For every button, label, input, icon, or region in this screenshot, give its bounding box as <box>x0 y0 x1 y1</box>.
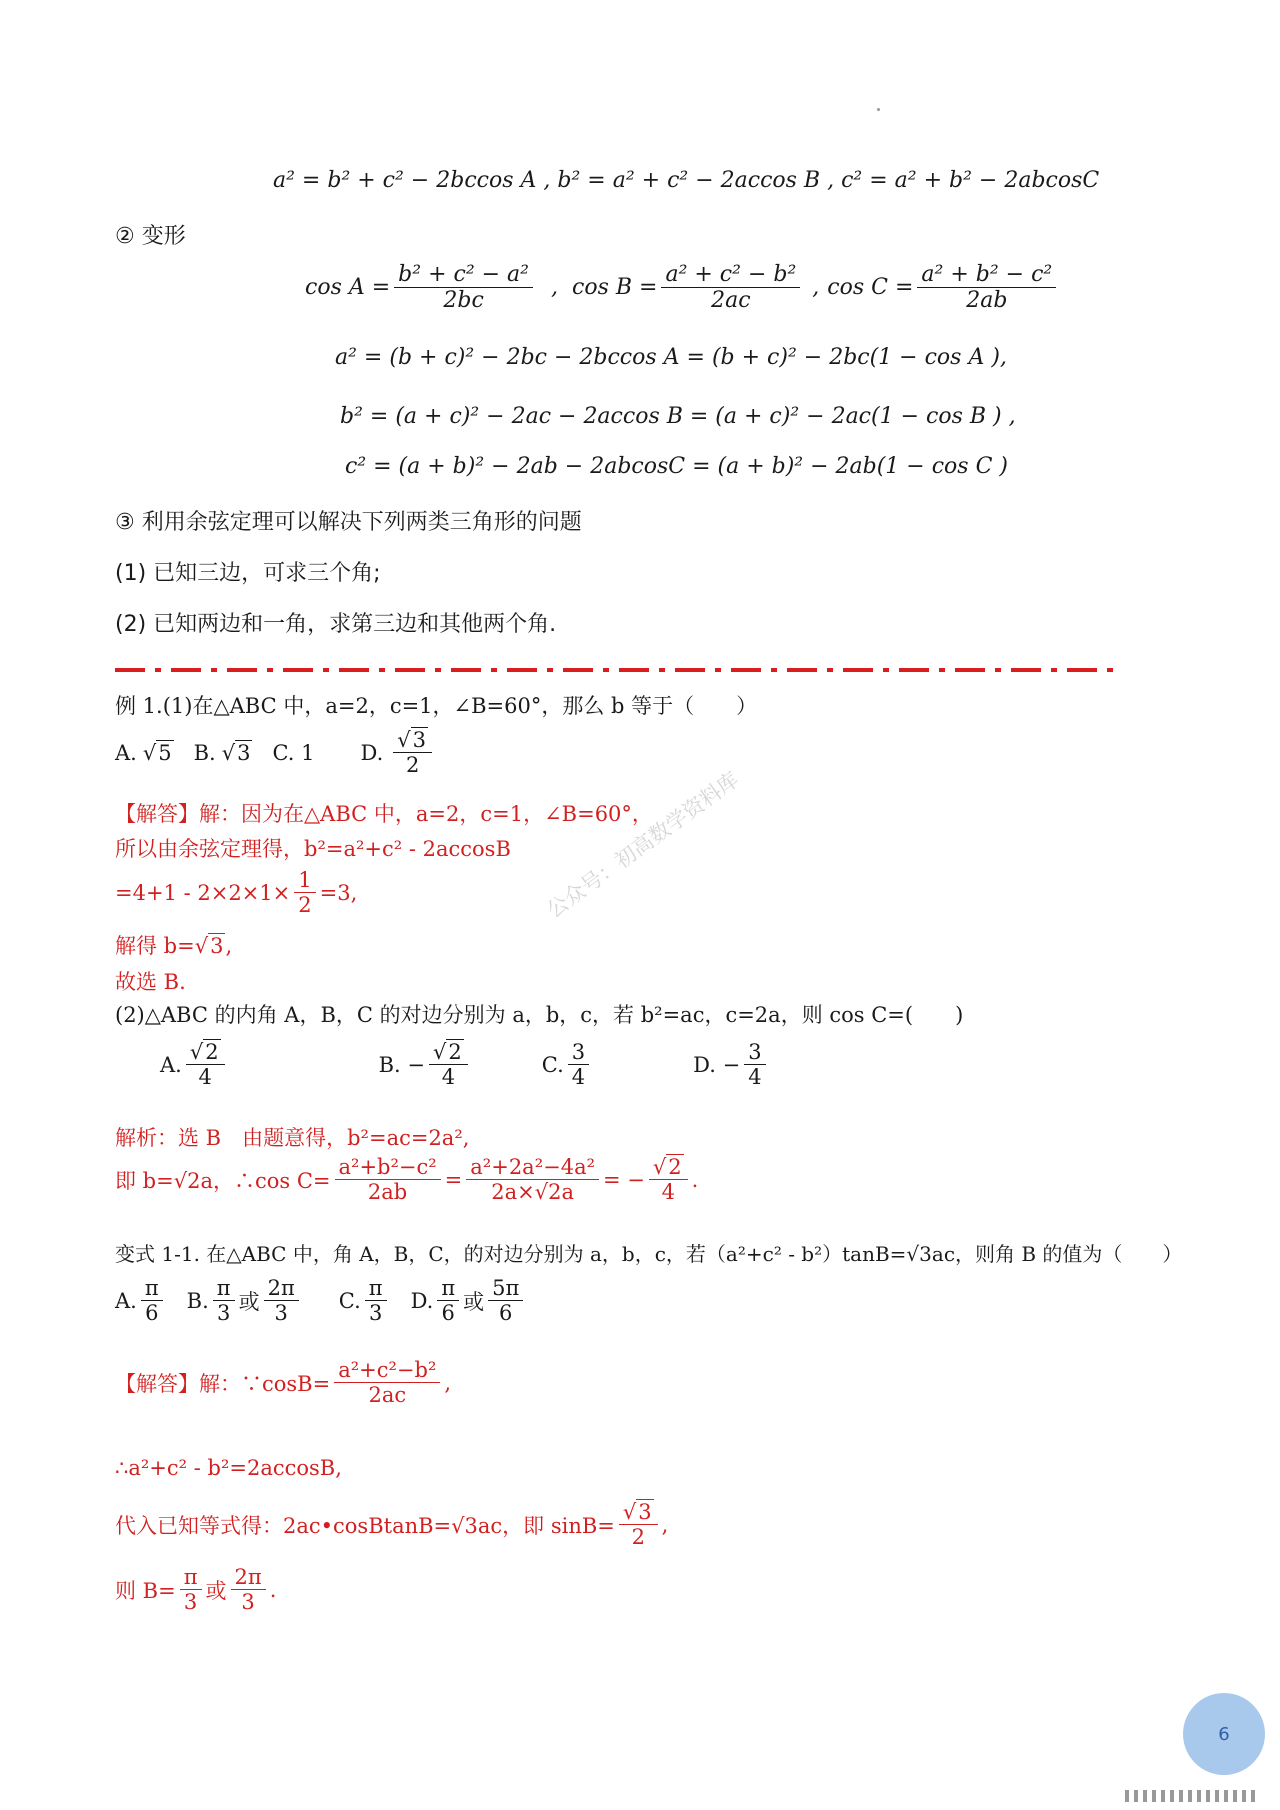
example1-solution-2: 所以由余弦定理得，b²=a²+c² - 2accosB <box>115 837 511 861</box>
part2-analysis-2: 即 b=√2a，∴cos C= $\frac{\text{a²+b²−c²}}{2ab}$ = $\frac{\text{a²+2a²−4a²}}{2a\times√2a}$ = − $\frac{√2}{4}$ . <box>115 1155 699 1205</box>
option-d: D. <box>360 740 384 765</box>
v-option-c: C. <box>338 1288 361 1313</box>
p2-option-b: B. − <box>378 1052 425 1077</box>
example1-solution-3: =4+1 - 2×2×1× $\frac{1}{2}$ =3, <box>115 868 358 918</box>
example1-solution-4: 解得 b=√3, <box>115 934 233 958</box>
cos-formulas: cos A = $\frac{\text{b² + c² − a²}}{2bc}$ , cos B = $\frac{\text{a² + c² − b²}}{2ac}$ , cos C = $\frac{\text{a² + b² − c²}}{2ab}$ <box>305 262 1060 314</box>
solution3-prefix: =4+1 - 2×2×1× <box>115 880 291 905</box>
solution4-prefix: 解得 b= <box>115 934 195 958</box>
example1-title: 例 1.(1)在△ABC 中，a=2，c=1，∠B=60°，那么 b 等于（ ） <box>115 694 758 718</box>
vsol4-prefix: 则 B= <box>115 1578 176 1603</box>
p2-option-a: A. <box>160 1052 182 1077</box>
v-or-1: 或 <box>238 1289 260 1314</box>
item2-label: ② 变形 <box>115 224 186 249</box>
cosine-law-a: a² = b² + c² − 2bccos A <box>273 168 537 193</box>
variant-options: A. $\frac{\pi}{6}$ B. $\frac{\pi}{3}$ 或 $\frac{2\pi}{3}$ C. $\frac{\pi}{3}$ D. $\frac{\pi}{6}$ 或 $\frac{5\pi}{6}$ <box>115 1276 527 1325</box>
cosine-law-b: b² = a² + c² − 2accos B <box>557 168 821 193</box>
option-a: A. <box>115 740 137 765</box>
item3-text: ③ 利用余弦定理可以解决下列两类三角形的问题 <box>115 510 582 535</box>
v-or-3: 或 <box>205 1578 227 1603</box>
example1-options: A. √5 B. √3 C. 1 D. $\frac{√3}{2}$ <box>115 728 436 777</box>
option-c: C. 1 <box>272 740 315 765</box>
example1-part2-title: (2)△ABC 的内角 A，B，C 的对边分别为 a，b，c，若 b²=ac，c=2a，则 cos C=( ) <box>115 1003 964 1027</box>
variant-solution-1: 【解答】解：∵cosB= $\frac{\text{a²+c²−b²}}{2ac}$ , <box>115 1358 452 1408</box>
p2-option-c: C. <box>541 1052 564 1077</box>
deform-a: a² = (b + c)² − 2bc − 2bccos A = (b + c)² − 2bc(1 − cos A ), <box>335 345 1007 370</box>
cosine-law-c: c² = a² + b² − 2abcosC <box>841 168 1100 193</box>
solution3-suffix: =3, <box>319 880 358 905</box>
option-b: B. <box>193 740 216 765</box>
variant-title: 变式 1-1. 在△ABC 中，角 A，B，C，的对边分别为 a，b，c，若（a²+c² - b²）tanB=√3ac，则角 B 的值为（ ） <box>115 1242 1183 1266</box>
case2-text: (2) 已知两边和一角，求第三边和其他两个角. <box>115 612 557 637</box>
v-option-b: B. <box>186 1288 209 1313</box>
cosine-law-line: a² = b² + c² − 2bccos A , b² = a² + c² − 2accos B , c² = a² + b² − 2abcosC <box>273 168 1100 193</box>
p2-option-d: D. − <box>693 1052 741 1077</box>
footer-barcode <box>1125 1790 1255 1802</box>
variant-solution-4: 则 B= $\frac{\pi}{3}$ 或 $\frac{2\pi}{3}$ . <box>115 1565 277 1615</box>
stray-dot <box>877 108 880 111</box>
vsol3-prefix: 代入已知等式得：2ac•cosBtanB=√3ac，即 sinB= <box>115 1513 615 1538</box>
part2-options: A. $\frac{√2}{4}$ B. − $\frac{√2}{4}$ C. $\frac{3}{4}$ D. − $\frac{3}{4}$ <box>160 1040 770 1089</box>
v-option-d: D. <box>410 1288 434 1313</box>
example1-solution-5: 故选 B. <box>115 970 186 994</box>
deform-c: c² = (a + b)² − 2ab − 2abcosC = (a + b)² − 2ab(1 − cos C ) <box>345 454 1008 479</box>
section-divider <box>115 668 1115 672</box>
v-or-2: 或 <box>463 1289 485 1314</box>
page-number-badge <box>1183 1693 1265 1775</box>
part2-analysis-1: 解析：选 B 由题意得，b²=ac=2a², <box>115 1126 470 1150</box>
v-option-a: A. <box>115 1288 137 1313</box>
example1-solution-1: 【解答】解：因为在△ABC 中，a=2，c=1，∠B=60°， <box>115 802 653 826</box>
case1-text: (1) 已知三边，可求三个角; <box>115 561 381 586</box>
page-number: 6 <box>1218 1723 1230 1745</box>
variant-solution-3: 代入已知等式得：2ac•cosBtanB=√3ac，即 sinB= $\frac{√3}{2}$ , <box>115 1500 669 1550</box>
variant-solution-2: ∴a²+c² - b²=2accosB, <box>115 1456 342 1480</box>
vsol1-prefix: 【解答】解：∵cosB= <box>115 1371 331 1396</box>
watermark-text: 公众号：初高数学资料库 <box>542 767 744 923</box>
deform-b: b² = (a + c)² − 2ac − 2accos B = (a + c)² − 2ac(1 − cos B ) , <box>340 404 1016 429</box>
analysis2-prefix: 即 b=√2a，∴cos C= <box>115 1168 331 1193</box>
